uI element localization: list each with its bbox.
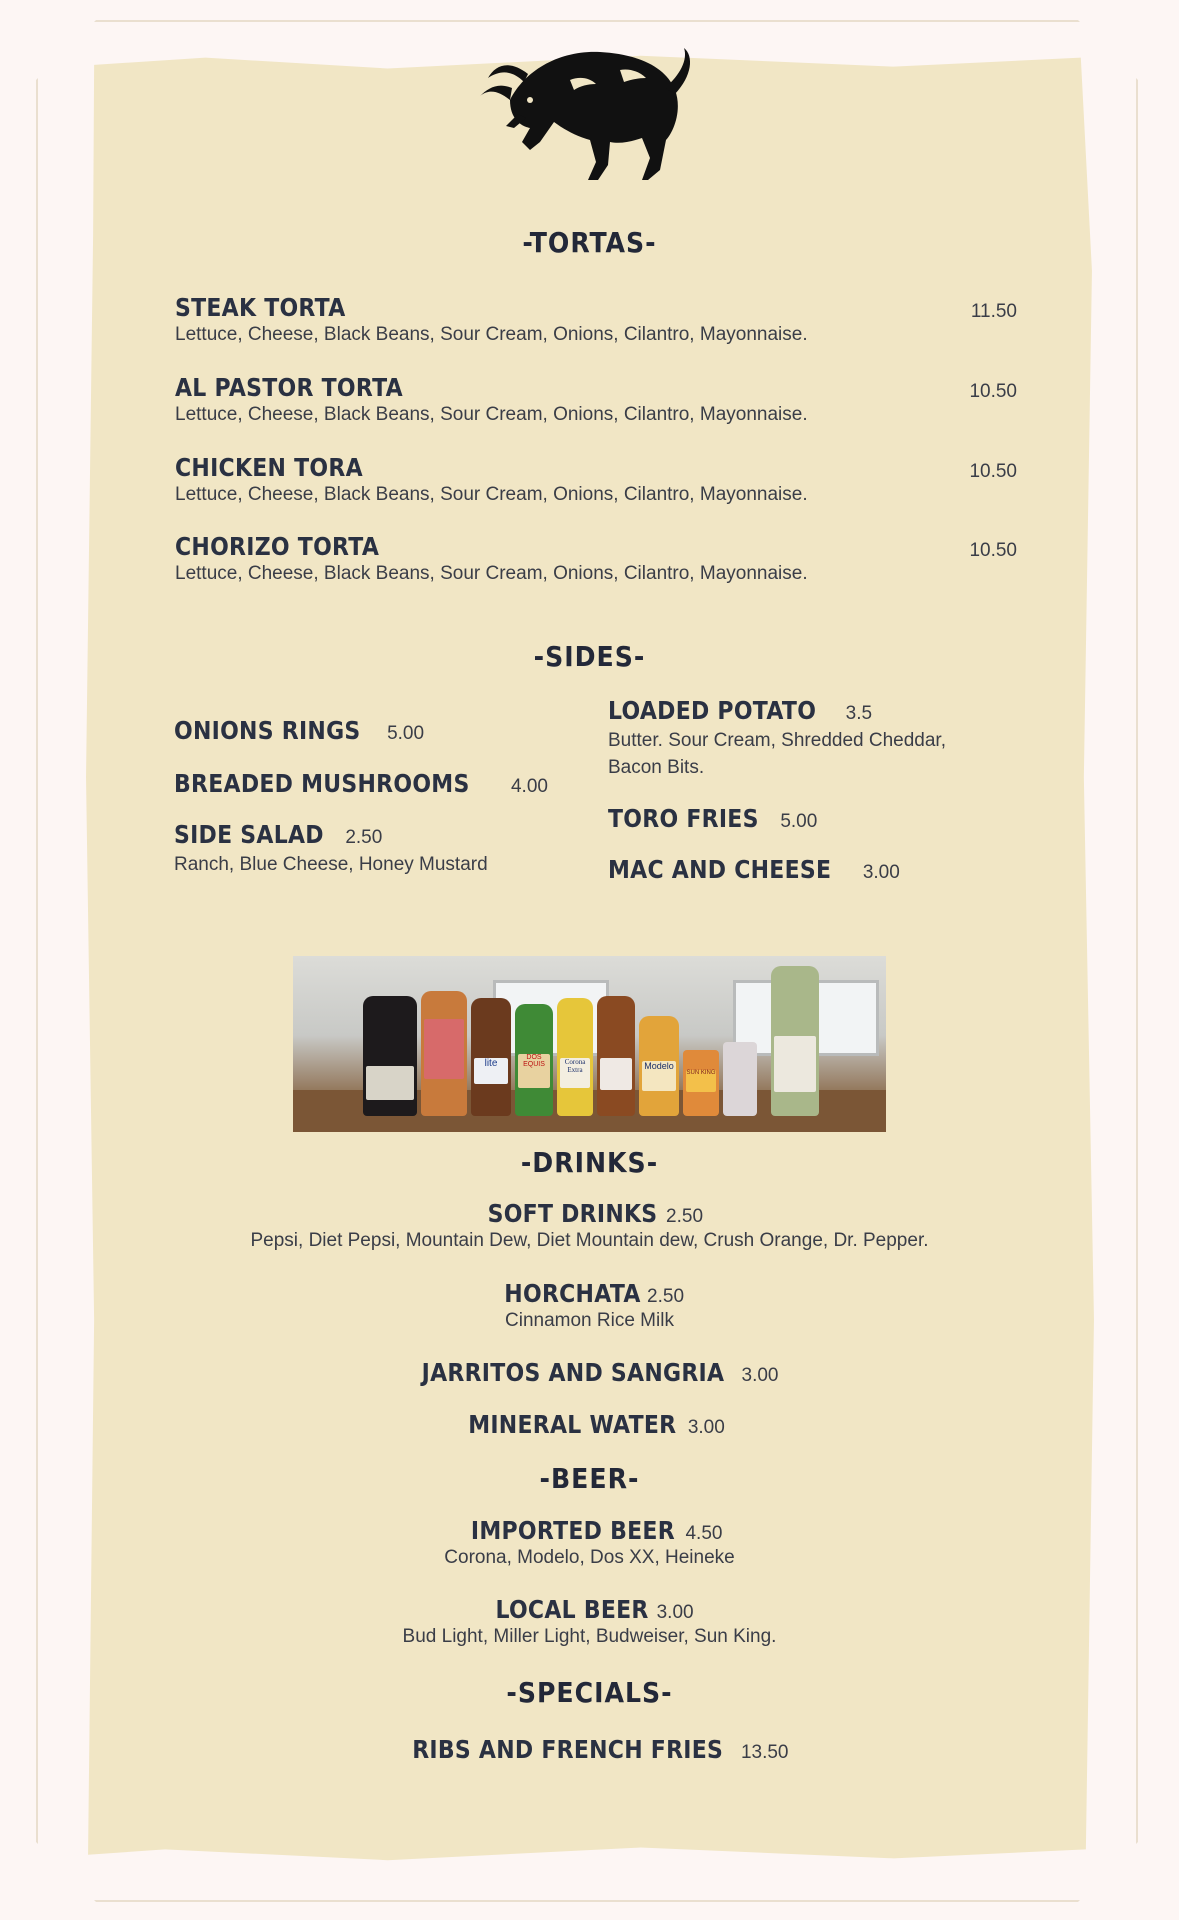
- item-name: LOCAL BEER: [495, 1595, 650, 1624]
- bottle-label: DOS EQUIS: [518, 1054, 550, 1088]
- drinks-photo: [293, 956, 886, 1132]
- menu-item: [0, 1199, 1179, 1252]
- item-name: CHORIZO TORTA: [175, 532, 380, 561]
- menu-item: [608, 855, 900, 884]
- item-price: 10.50: [969, 461, 1017, 482]
- item-name: IMPORTED BEER: [470, 1516, 675, 1545]
- item-name: BREADED MUSHROOMS: [174, 769, 470, 798]
- item-description: Corona, Modelo, Dos XX, Heineke: [444, 1547, 735, 1568]
- item-name: SOFT DRINKS: [487, 1199, 658, 1228]
- item-price: 11.50: [970, 301, 1017, 322]
- item-description: Cinnamon Rice Milk: [505, 1310, 674, 1331]
- item-description: Bud Light, Miller Light, Budweiser, Sun King.: [402, 1626, 777, 1647]
- item-price: 4.50: [685, 1523, 723, 1544]
- item-name: MAC AND CHEESE: [608, 855, 832, 884]
- menu-item: [0, 1279, 1179, 1332]
- item-name: RIBS AND FRENCH FRIES: [411, 1735, 723, 1764]
- sides-title: -SIDES-: [533, 640, 646, 673]
- item-name: CHICKEN TORA: [175, 453, 363, 482]
- menu-item: [0, 1358, 1179, 1387]
- menu-item: [175, 453, 1017, 506]
- bull-logo-icon: [470, 30, 710, 190]
- item-name: JARRITOS AND SANGRIA: [421, 1358, 724, 1387]
- item-price: 3.00: [741, 1365, 779, 1386]
- menu-item: [175, 532, 1017, 585]
- bottle-label: Corona Extra: [560, 1058, 590, 1088]
- item-description: Lettuce, Cheese, Black Beans, Sour Cream, Onions, Cilantro, Mayonnaise.: [175, 324, 808, 345]
- item-description: Ranch, Blue Cheese, Honey Mustard: [174, 854, 488, 875]
- menu-item: [174, 716, 424, 745]
- menu-item: [608, 804, 817, 833]
- item-description: Butter. Sour Cream, Shredded Cheddar, Bacon Bits.: [608, 730, 946, 778]
- item-name: TORO FRIES: [608, 804, 759, 833]
- item-name: SIDE SALAD: [174, 820, 324, 849]
- item-price: 5.00: [780, 811, 818, 832]
- item-name: ONIONS RINGS: [174, 716, 361, 745]
- drinks-title: -DRINKS-: [520, 1146, 659, 1179]
- item-price: 3.5: [845, 703, 873, 724]
- item-price: 2.50: [666, 1206, 704, 1227]
- bottle-label: Modelo: [642, 1061, 676, 1091]
- item-description: Pepsi, Diet Pepsi, Mountain Dew, Diet Mountain dew, Crush Orange, Dr. Pepper.: [250, 1230, 929, 1251]
- specials-title: -SPECIALS-: [506, 1676, 673, 1709]
- item-name: HORCHATA: [504, 1279, 641, 1308]
- item-price: 5.00: [387, 723, 425, 744]
- item-price: 3.00: [687, 1417, 725, 1438]
- bottle-label: SUN KING: [686, 1070, 716, 1092]
- item-price: 3.00: [862, 862, 900, 883]
- menu-item: [608, 696, 988, 781]
- item-name: AL PASTOR TORTA: [175, 373, 403, 402]
- item-description: Lettuce, Cheese, Black Beans, Sour Cream, Onions, Cilantro, Mayonnaise.: [175, 484, 808, 505]
- item-price: 2.50: [345, 827, 383, 848]
- beer-title: -BEER-: [539, 1462, 640, 1495]
- menu-item: [174, 820, 554, 878]
- item-price: 10.50: [969, 381, 1017, 402]
- item-description: Lettuce, Cheese, Black Beans, Sour Cream, Onions, Cilantro, Mayonnaise.: [175, 404, 808, 425]
- item-price: 10.50: [969, 540, 1017, 561]
- menu-item: [0, 1735, 1179, 1764]
- menu-item: [175, 373, 1017, 426]
- menu-item: [0, 1410, 1179, 1439]
- menu-item: [0, 1595, 1179, 1648]
- item-name: STEAK TORTA: [175, 293, 346, 322]
- menu-item: [174, 769, 548, 798]
- item-name: MINERAL WATER: [468, 1410, 677, 1439]
- item-price: 13.50: [740, 1742, 789, 1763]
- item-price: 2.50: [647, 1286, 685, 1307]
- item-price: 4.00: [510, 776, 548, 797]
- tortas-title: -TORTAS-: [522, 226, 657, 259]
- item-description: Lettuce, Cheese, Black Beans, Sour Cream, Onions, Cilantro, Mayonnaise.: [175, 563, 808, 584]
- item-price: 3.00: [656, 1602, 694, 1623]
- item-name: LOADED POTATO: [608, 696, 817, 725]
- menu-item: [175, 293, 1017, 346]
- menu-item: [0, 1516, 1179, 1569]
- bottle-label: lite: [474, 1058, 508, 1084]
